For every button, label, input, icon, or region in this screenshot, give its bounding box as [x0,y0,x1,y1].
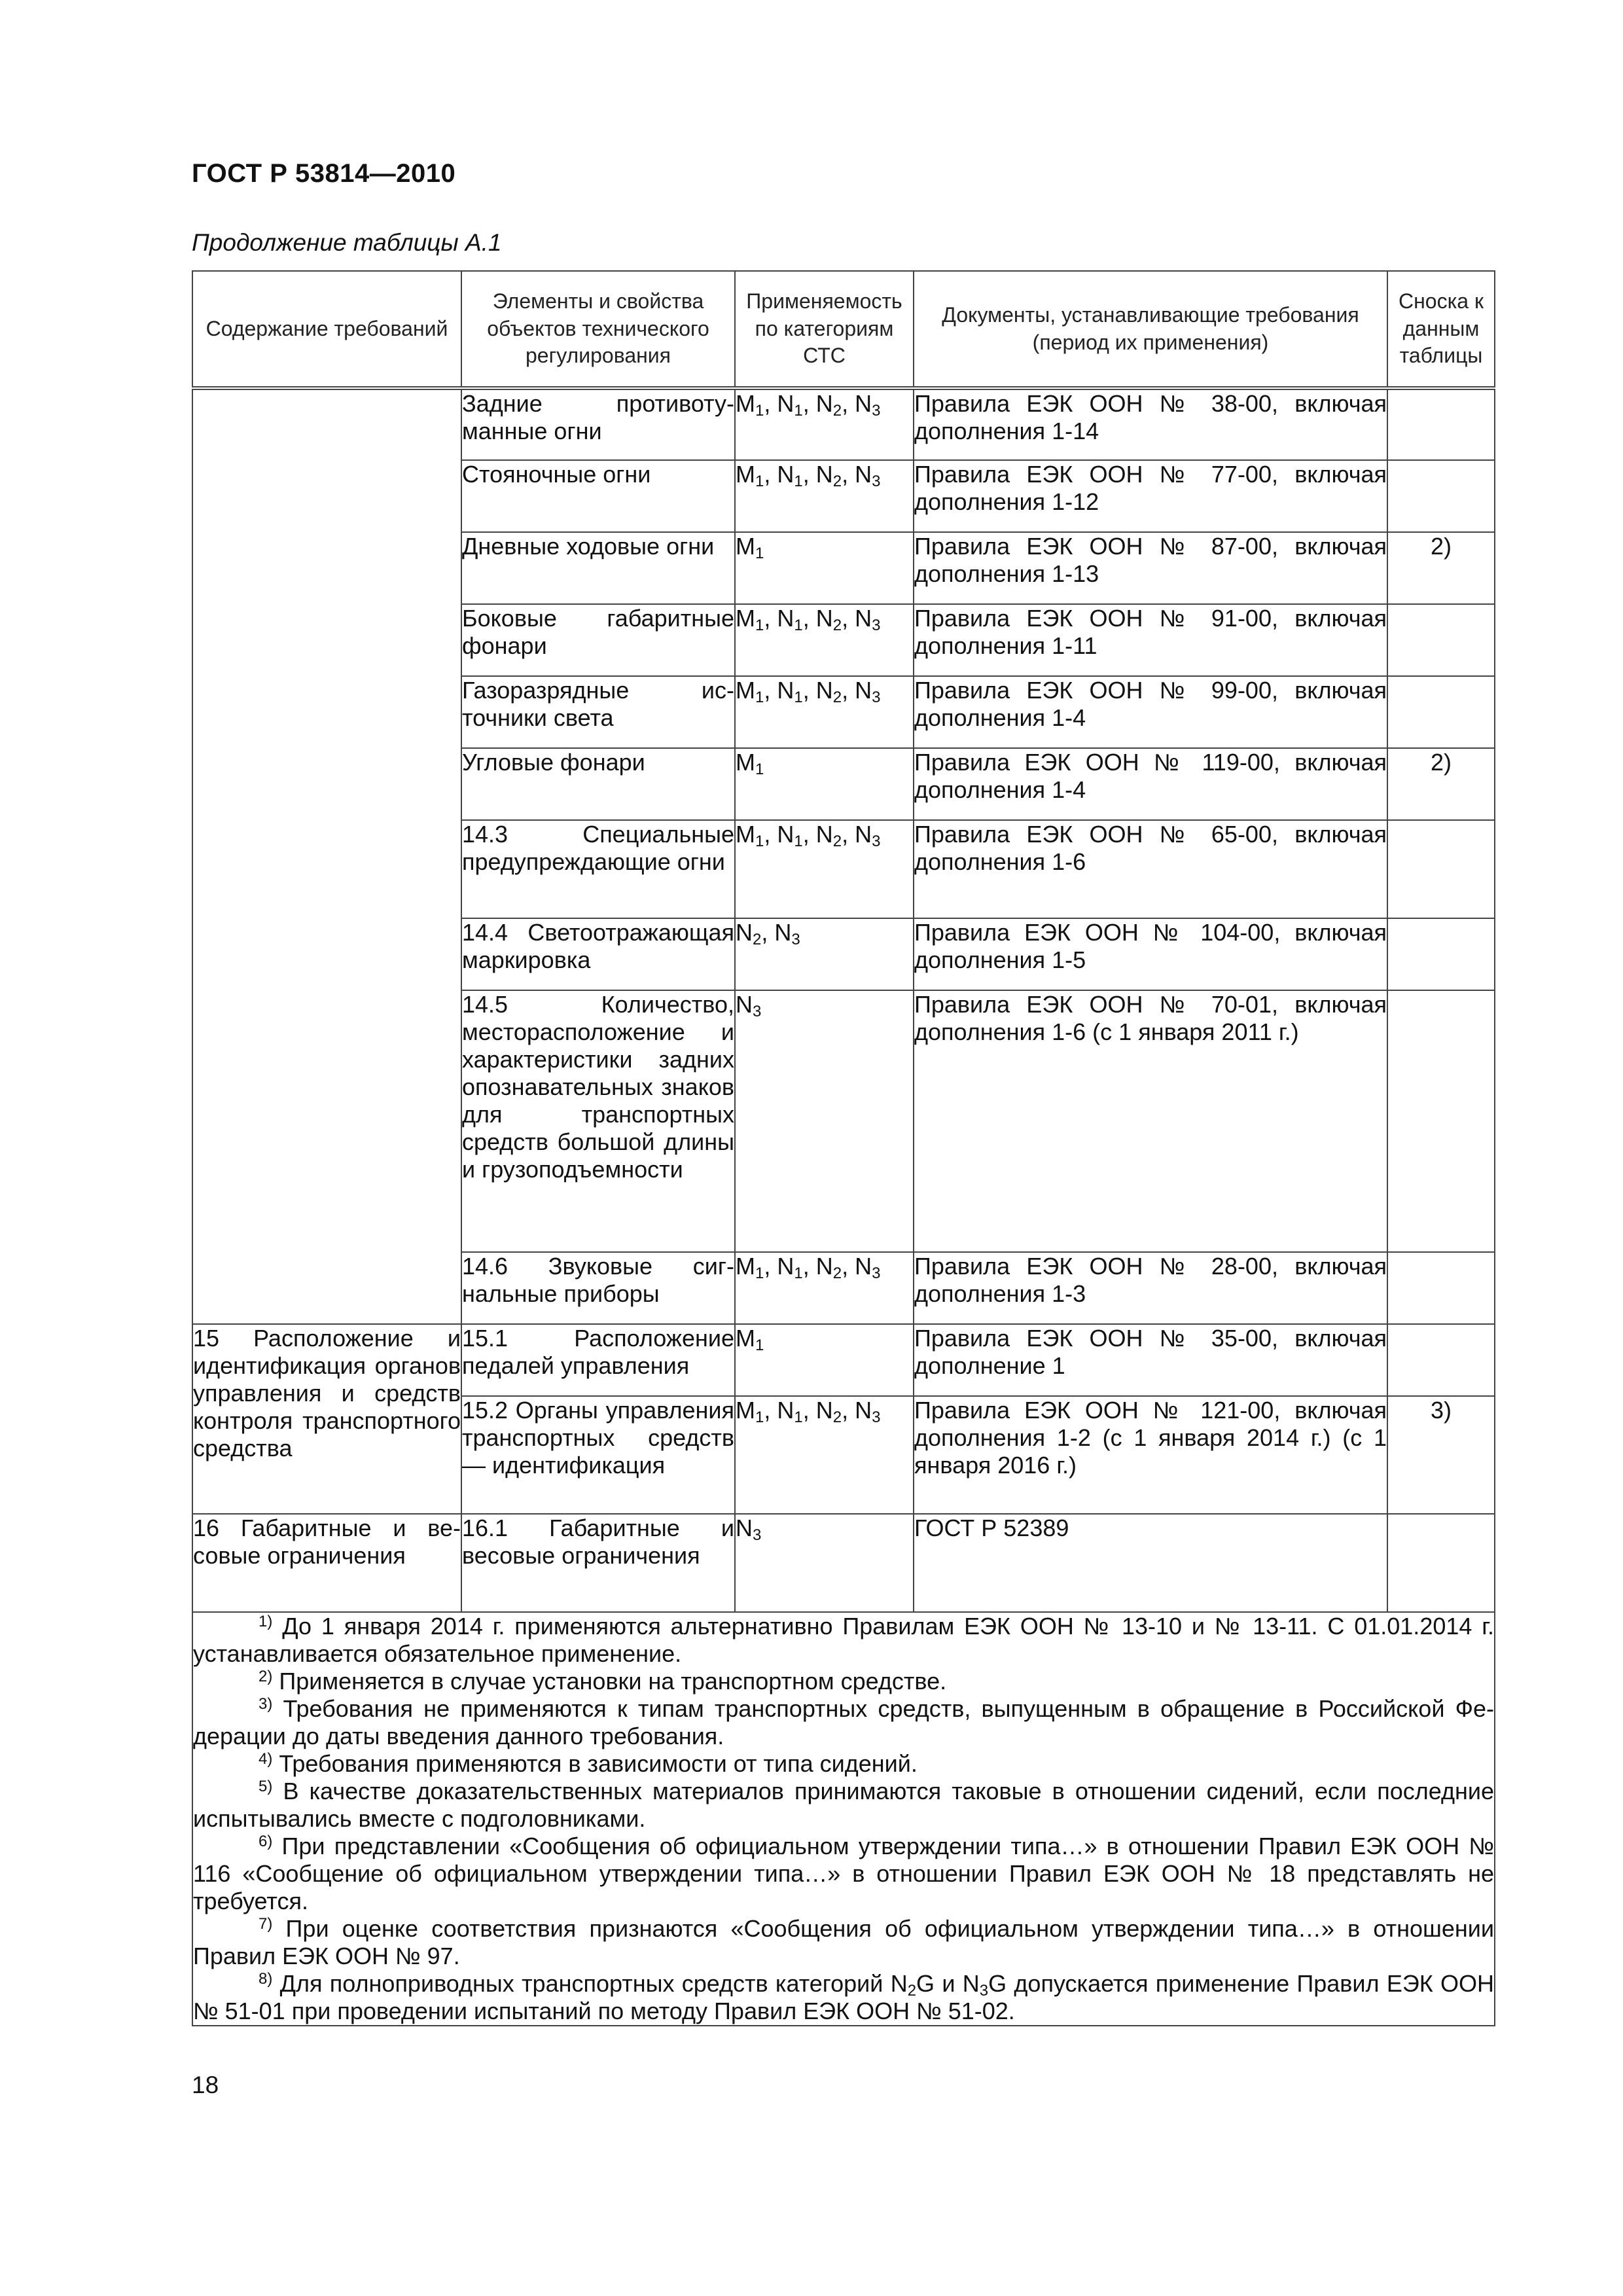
applicability-cell: $N_3$ [735,990,914,1252]
footnote-mark: 5) [259,1778,273,1795]
element-cell: 14.6 Звуковые сигнальные приборы [461,1252,735,1324]
footnote-ref-cell [1387,604,1495,676]
table-header-row [192,271,1495,388]
document-cell: Правила ЕЭК ООН № 77-00, включая дополнения 1-12 [914,460,1387,532]
element-cell: 14.4 Светоотражающая маркировка [461,918,735,990]
footnote-text: Применяется в случае установки на транспортном средстве. [279,1668,947,1695]
footnote-text: При представлении «Сообщения об официальном утверждении типа…» в отношении Правил ЕЭК ООН № 116 «Сообщение об официальном утверждении типа…» в отношении Правил ЕЭК ООН № 18 представлять не требуется. [193,1833,1494,1914]
footnote-mark: 1) [259,1613,273,1630]
footnote-ref-cell [1387,820,1495,918]
footnote-mark: 8) [259,1970,273,1988]
column-header: Применяемость по категориям СТС [735,271,914,388]
applicability-cell: $M_1$, $N_1$, $N_2$, $N_3$ [735,604,914,676]
footnote-item [193,1695,1494,1750]
document-cell: Правила ЕЭК ООН № 121-00, включая дополнения 1-2 (с 1 января 2014 г.) (с 1 января 2016 г.) [914,1396,1387,1514]
table-row [192,1324,1495,1396]
element-cell: Задние противотуманные огни [461,388,735,460]
footnote-mark: 3) [259,1695,273,1713]
applicability-cell: $M_1$ [735,748,914,820]
element-cell: Угловые фонари [461,748,735,820]
requirement-group-cell [192,388,461,1324]
footnote-mark: 7) [259,1915,273,1933]
document-cell: Правила ЕЭК ООН № 28-00, включая дополнения 1-3 [914,1252,1387,1324]
footnote-text: До 1 января 2014 г. применяются альтернативно Правилам ЕЭК ООН № 13-10 и № 13-11. С 01.01.2014 г. устанавливается обязательное применение. [193,1613,1494,1667]
footnote-ref-cell [1387,990,1495,1252]
applicability-cell: $M_1$, $N_1$, $N_2$, $N_3$ [735,676,914,748]
footnote-ref-cell [1387,918,1495,990]
footnote-ref-cell [1387,460,1495,532]
column-header: Элементы и свойства объектов технического регулирования [461,271,735,388]
applicability-cell: $M_1$, $N_1$, $N_2$, $N_3$ [735,460,914,532]
applicability-cell: $N_2$, $N_3$ [735,918,914,990]
footnote-text: Требования не применяются к типам транспортных средств, выпущенным в обращение в Российской Федерации до даты введения данного требования. [193,1695,1494,1749]
requirements-table [192,270,1495,2026]
footnote-item: $^{8)}$ Для полноприводных транспортных средств категорий $N_2G$ и $N_3G$ допускается применение Правил ЕЭК ООН № 51-01 при проведении испытаний по методу Правил ЕЭК ООН № 51-02. [193,1970,1494,2024]
element-cell: 16.1 Габаритные и весовые ограничения [461,1514,735,1612]
applicability-cell: $M_1$, $N_1$, $N_2$, $N_3$ [735,1396,914,1514]
document-cell: Правила ЕЭК ООН № 91-00, включая дополнения 1-11 [914,604,1387,676]
document-cell: Правила ЕЭК ООН № 38-00, включая дополнения 1-14 [914,388,1387,460]
footnote-item [193,1778,1494,1833]
footnote-mark: 4) [259,1750,273,1768]
table-row [192,1514,1495,1612]
footnote-ref-cell: 2) [1387,532,1495,604]
element-cell: 15.1 Расположение педалей управления [461,1324,735,1396]
footnotes-row [192,1612,1495,2026]
requirement-group-cell: 16 Габаритные и весовые ограничения [192,1514,461,1612]
document-cell: Правила ЕЭК ООН № 119-00, включая дополнения 1-4 [914,748,1387,820]
footnote-ref-cell [1387,676,1495,748]
document-cell: Правила ЕЭК ООН № 87-00, включая дополнения 1-13 [914,532,1387,604]
document-title: ГОСТ Р 53814—2010 [192,159,456,188]
column-header: Сноска к данным таблицы [1387,271,1495,388]
document-cell: Правила ЕЭК ООН № 65-00, включая дополнения 1-6 [914,820,1387,918]
footnote-text: В качестве доказательственных материалов принимаются таковые в отношении сидений, если последние испытывались вместе с подголовниками. [193,1778,1494,1832]
applicability-cell: $M_1$, $N_1$, $N_2$, $N_3$ [735,820,914,918]
element-cell: 14.3 Специальные предупреждающие огни [461,820,735,918]
document-cell: ГОСТ Р 52389 [914,1514,1387,1612]
document-cell: Правила ЕЭК ООН № 99-00, включая дополнения 1-4 [914,676,1387,748]
footnote-text: Требования применяются в зависимости от типа сидений. [279,1750,918,1777]
footnote-ref-cell [1387,1514,1495,1612]
footnote-item [193,1750,1494,1778]
applicability-cell: $M_1$ [735,1324,914,1396]
element-cell: 14.5 Количество, месторасположение и характеристики задних опознавательных знаков для транспортных средств большой длины и грузоподъемности [461,990,735,1252]
footnotes-block [192,1612,1495,2026]
element-cell: Газоразрядные источники света [461,676,735,748]
footnote-ref-cell: 3) [1387,1396,1495,1514]
footnote-ref-cell [1387,1252,1495,1324]
footnote-item [193,1833,1494,1915]
footnote-item [193,1613,1494,1668]
footnote-mark: 6) [259,1833,273,1850]
footnote-ref-cell [1387,388,1495,460]
document-cell: Правила ЕЭК ООН № 35-00, включая дополнение 1 [914,1324,1387,1396]
column-header: Документы, устанавливающие требования (период их применения) [914,271,1387,388]
footnote-item [193,1915,1494,1970]
element-cell: Стояночные огни [461,460,735,532]
applicability-cell: $N_3$ [735,1514,914,1612]
element-cell: 15.2 Органы управления транспортных средств — идентификация [461,1396,735,1514]
table-row [192,388,1495,460]
element-cell: Боковые габаритные фонари [461,604,735,676]
table-continuation-caption: Продолжение таблицы А.1 [192,229,502,256]
footnote-mark: 2) [259,1668,273,1685]
document-cell: Правила ЕЭК ООН № 104-00, включая дополнения 1-5 [914,918,1387,990]
applicability-cell: $M_1$ [735,532,914,604]
footnote-ref-cell: 2) [1387,748,1495,820]
requirement-group-cell: 15 Расположение и идентификация органов управления и средств контроля транспортного средства [192,1324,461,1514]
applicability-cell: $M_1$, $N_1$, $N_2$, $N_3$ [735,1252,914,1324]
document-cell: Правила ЕЭК ООН № 70-01, включая дополнения 1-6 (с 1 января 2011 г.) [914,990,1387,1252]
footnote-ref-cell [1387,1324,1495,1396]
footnote-text: При оценке соответствия признаются «Сообщения об официальном утверждении типа…» в отношении Правил ЕЭК ООН № 97. [193,1915,1494,1969]
element-cell: Дневные ходовые огни [461,532,735,604]
column-header: Содержание требований [192,271,461,388]
applicability-cell: $M_1$, $N_1$, $N_2$, $N_3$ [735,388,914,460]
page-number: 18 [192,2072,219,2098]
footnote-item [193,1668,1494,1695]
